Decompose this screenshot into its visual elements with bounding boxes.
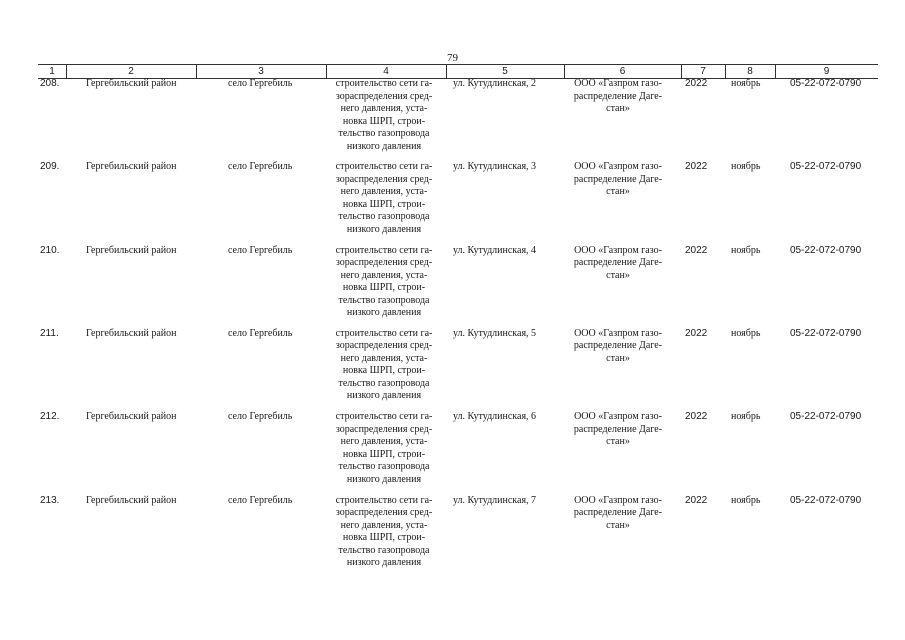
code-cell: 05-22-072-0790: [790, 327, 862, 339]
text-line: зораспределения сред-: [335, 340, 433, 352]
text-line: него давления, уста-: [340, 436, 428, 448]
year-cell: 2022: [685, 78, 708, 89]
organization-cell: [569, 328, 667, 366]
text-line: строительство сети га-: [335, 78, 433, 89]
column-header-6: 6: [619, 66, 626, 77]
text-line: ООО «Газпром газо-: [574, 494, 662, 506]
text-line: тельство газопровода: [338, 461, 430, 473]
year-cell: 2022: [685, 494, 708, 506]
text-line: строительство сети га-: [335, 494, 433, 506]
text-line: него давления, уста-: [340, 269, 428, 281]
text-line: стан»: [606, 352, 630, 364]
village-cell: село Гергебиль: [228, 161, 293, 173]
text-line: ООО «Газпром газо-: [574, 78, 662, 89]
text-line: зораспределения сред-: [335, 173, 433, 185]
year-cell: 2022: [685, 411, 708, 423]
organization-cell: [569, 161, 667, 199]
text-line: распределение Даге-: [573, 507, 663, 518]
organization-cell: [569, 495, 667, 533]
text-line: тельство газопровода: [338, 294, 430, 306]
column-header-3: 3: [258, 66, 264, 77]
text-line: стан»: [606, 519, 630, 531]
village-cell: село Гергебиль: [228, 244, 293, 256]
row-number: 212.: [40, 411, 60, 423]
village-cell: село Гергебиль: [228, 327, 293, 339]
text-line: новка ШРП, строи-: [342, 365, 426, 377]
address-cell: ул. Кутудлинская, 4: [453, 244, 537, 256]
text-line: зораспределения сред-: [335, 507, 433, 518]
month-cell: ноябрь: [731, 244, 761, 256]
district-cell: Гергебильский район: [86, 494, 177, 506]
work-description-cell: [333, 161, 435, 236]
text-line: стан»: [606, 103, 630, 114]
table-row: [0, 78, 905, 162]
address-cell: ул. Кутудлинская, 5: [453, 327, 537, 339]
text-line: новка ШРП, строи-: [342, 282, 426, 294]
text-line: ООО «Газпром газо-: [574, 327, 662, 339]
district-cell: Гергебильский район: [86, 411, 177, 423]
text-line: тельство газопровода: [338, 211, 430, 223]
text-line: тельство газопровода: [338, 544, 430, 556]
district-cell: Гергебильский район: [86, 78, 177, 89]
work-description-cell: [333, 245, 435, 320]
village-cell: село Гергебиль: [228, 78, 293, 89]
column-header-row: [38, 64, 878, 79]
village-cell: село Гергебиль: [228, 494, 293, 506]
column-header-9: 9: [823, 66, 830, 77]
column-header-5: 5: [502, 66, 508, 77]
year-cell: 2022: [685, 327, 708, 339]
month-cell: ноябрь: [731, 494, 761, 506]
text-line: новка ШРП, строи-: [342, 198, 426, 210]
text-line: него давления, уста-: [340, 103, 428, 114]
organization-cell: [569, 78, 667, 116]
text-line: низкого давления: [346, 473, 422, 485]
district-cell: Гергебильский район: [86, 327, 177, 339]
work-description-cell: [333, 328, 435, 403]
village-cell: село Гергебиль: [228, 411, 293, 423]
column-header-4: 4: [383, 66, 389, 77]
address-cell: ул. Кутудлинская, 6: [453, 411, 537, 423]
text-line: ООО «Газпром газо-: [574, 411, 662, 423]
code-cell: 05-22-072-0790: [790, 244, 862, 256]
table-row: [0, 411, 905, 495]
column-header-1: 1: [49, 66, 55, 77]
text-line: распределение Даге-: [573, 90, 663, 102]
text-line: низкого давления: [346, 557, 422, 568]
work-description-cell: [333, 411, 435, 486]
code-cell: 05-22-072-0790: [790, 494, 862, 506]
row-number: 210.: [40, 244, 60, 256]
code-cell: 05-22-072-0790: [790, 78, 862, 89]
row-number: 213.: [40, 494, 60, 506]
text-line: распределение Даге-: [573, 257, 663, 269]
text-line: низкого давления: [346, 307, 422, 319]
district-cell: Гергебильский район: [86, 161, 177, 173]
text-line: зораспределения сред-: [335, 90, 433, 102]
text-line: него давления, уста-: [340, 519, 428, 531]
table-row: [0, 495, 905, 579]
text-line: стан»: [606, 269, 630, 281]
text-line: строительство сети га-: [335, 161, 433, 173]
column-header-8: 8: [747, 66, 753, 77]
month-cell: ноябрь: [731, 78, 761, 89]
text-line: новка ШРП, строи-: [342, 448, 426, 460]
text-line: ООО «Газпром газо-: [574, 161, 662, 173]
text-line: строительство сети га-: [335, 244, 433, 256]
organization-cell: [569, 411, 667, 449]
row-number: 209.: [40, 161, 60, 173]
year-cell: 2022: [685, 244, 708, 256]
text-line: стан»: [606, 436, 630, 448]
text-line: стан»: [606, 186, 630, 198]
row-number: 208.: [40, 78, 60, 89]
district-cell: Гергебильский район: [86, 244, 177, 256]
page-number: 79: [447, 52, 458, 64]
table-row: [0, 245, 905, 329]
text-line: зораспределения сред-: [335, 423, 433, 435]
address-cell: ул. Кутудлинская, 3: [453, 161, 537, 173]
table-row: [0, 161, 905, 245]
text-line: него давления, уста-: [340, 186, 428, 198]
work-description-cell: [333, 78, 435, 153]
text-line: тельство газопровода: [338, 128, 430, 139]
text-line: ООО «Газпром газо-: [574, 244, 662, 256]
text-line: низкого давления: [346, 223, 422, 235]
code-cell: 05-22-072-0790: [790, 411, 862, 423]
row-number: 211.: [40, 327, 59, 339]
text-line: новка ШРП, строи-: [342, 115, 426, 127]
work-description-cell: [333, 495, 435, 570]
address-cell: ул. Кутудлинская, 7: [453, 494, 537, 506]
code-cell: 05-22-072-0790: [790, 161, 862, 173]
text-line: низкого давления: [346, 390, 422, 402]
text-line: распределение Даге-: [573, 173, 663, 185]
month-cell: ноябрь: [731, 327, 761, 339]
year-cell: 2022: [685, 161, 708, 173]
month-cell: ноябрь: [731, 161, 761, 173]
text-line: новка ШРП, строи-: [342, 532, 426, 543]
month-cell: ноябрь: [731, 411, 761, 423]
table-row: [0, 328, 905, 412]
text-line: строительство сети га-: [335, 327, 433, 339]
text-line: низкого давления: [346, 140, 422, 152]
address-cell: ул. Кутудлинская, 2: [453, 78, 537, 89]
organization-cell: [569, 245, 667, 283]
column-header-2: 2: [128, 66, 134, 77]
text-line: распределение Даге-: [573, 340, 663, 352]
text-line: строительство сети га-: [335, 411, 433, 423]
text-line: зораспределения сред-: [335, 257, 433, 269]
text-line: тельство газопровода: [338, 377, 430, 389]
text-line: него давления, уста-: [340, 352, 428, 364]
column-header-7: 7: [700, 66, 706, 77]
text-line: распределение Даге-: [573, 423, 663, 435]
